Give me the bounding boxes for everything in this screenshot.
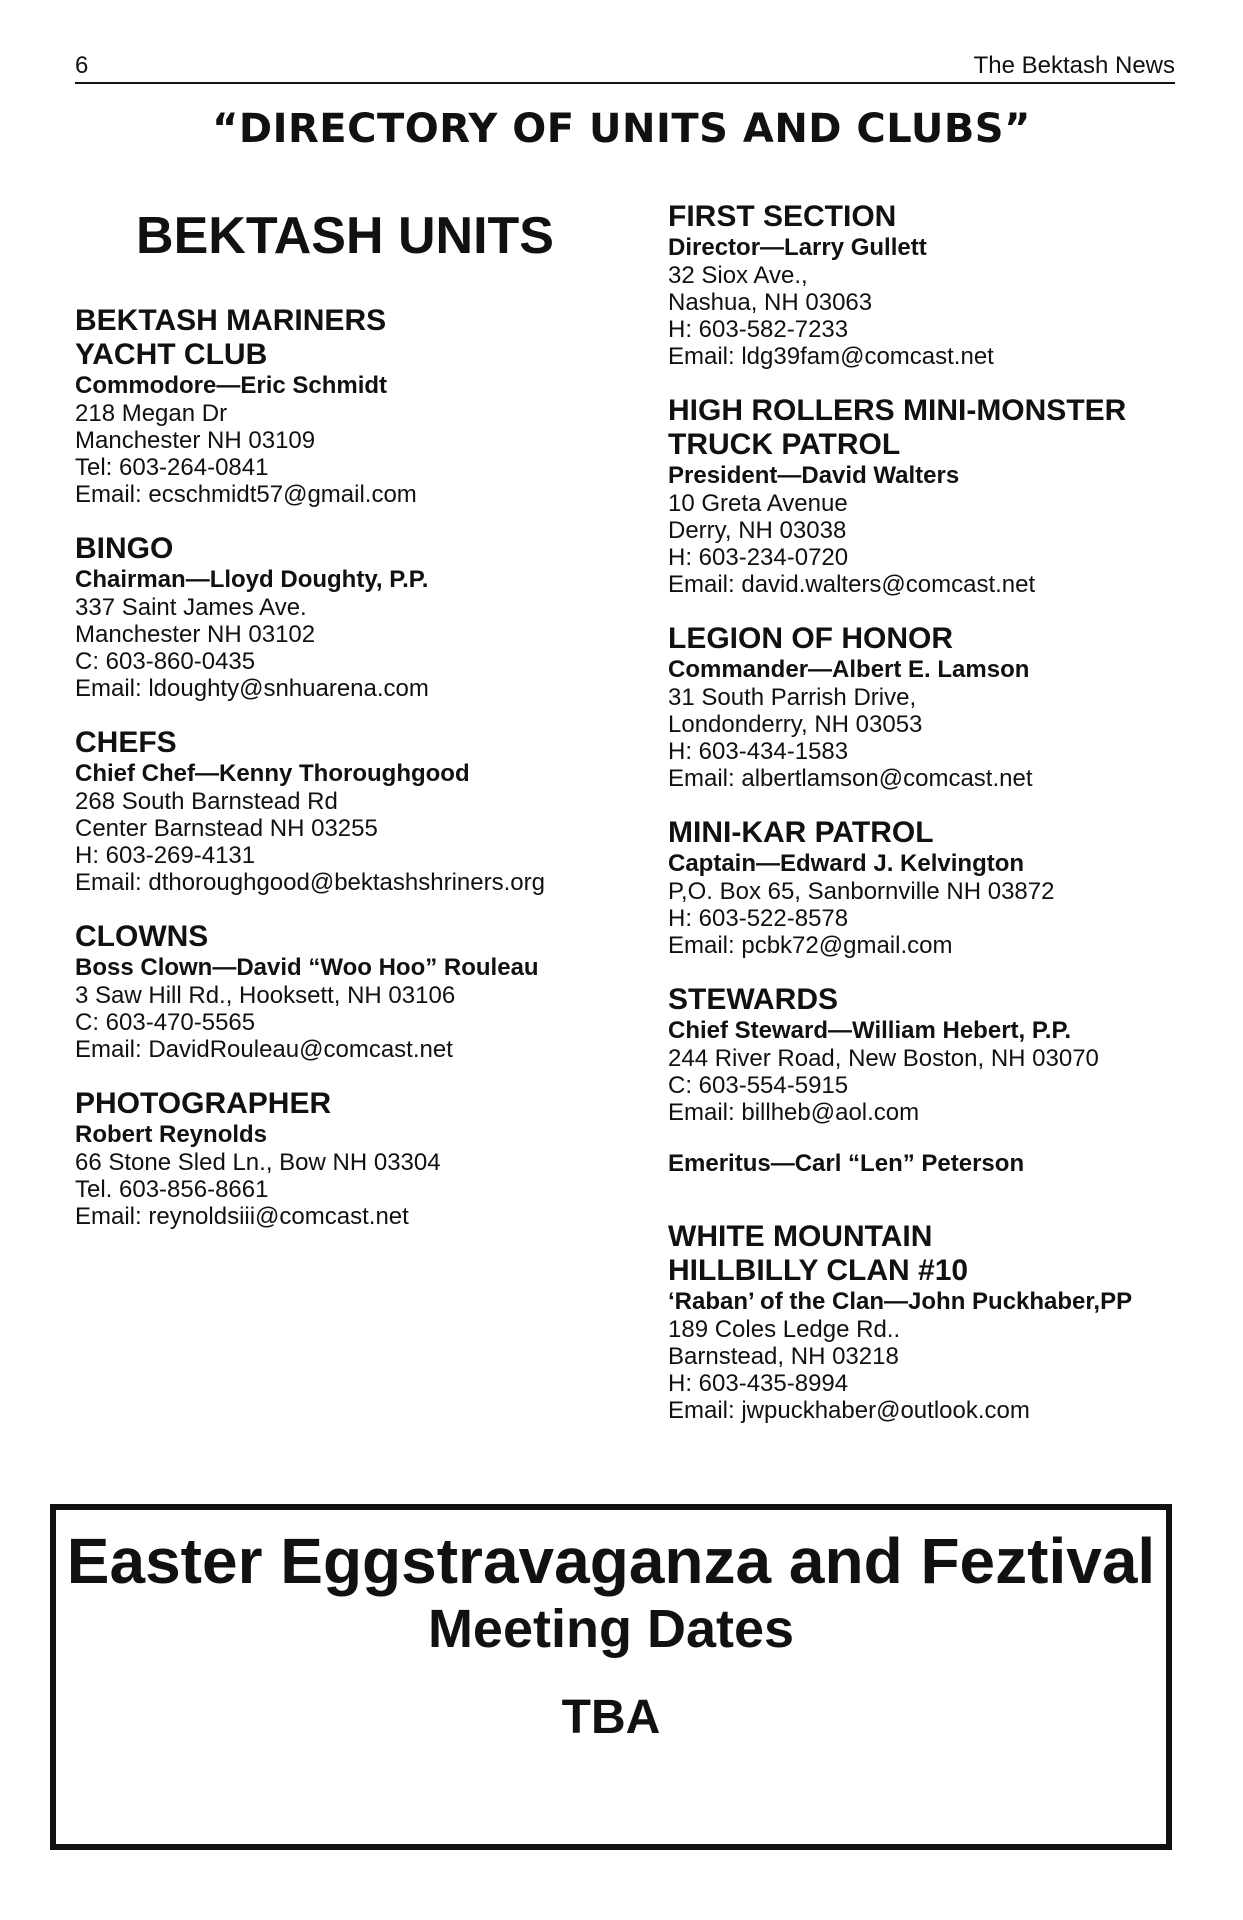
unit-contact-line: Manchester NH 03109 bbox=[75, 427, 316, 454]
unit-entry bbox=[75, 726, 595, 896]
unit-entry bbox=[75, 920, 595, 1063]
unit-officer: Commander—Albert E. Lamson bbox=[668, 656, 1030, 683]
unit-contact-line: Barnstead, NH 03218 bbox=[668, 1343, 899, 1370]
unit-name: CHEFS bbox=[75, 726, 177, 759]
unit-name: CLOWNS bbox=[75, 920, 209, 953]
unit-contact-line: 10 Greta Avenue bbox=[668, 490, 848, 517]
unit-contact-line: 189 Coles Ledge Rd.. bbox=[668, 1316, 901, 1343]
unit-officer: Chief Steward—William Hebert, P.P. bbox=[668, 1017, 1072, 1044]
event-subtitle: Meeting Dates bbox=[427, 1599, 795, 1659]
unit-contact-line: Tel. 603-856-8661 bbox=[75, 1176, 269, 1203]
unit-officer: Robert Reynolds bbox=[75, 1121, 268, 1148]
unit-contact-line: Email: pcbk72@gmail.com bbox=[668, 932, 953, 959]
unit-contact-line: H: 603-435-8994 bbox=[668, 1370, 849, 1397]
emeritus-line: Emeritus—Carl “Len” Peterson bbox=[668, 1150, 1025, 1177]
unit-contact-line: 31 South Parrish Drive, bbox=[668, 684, 917, 711]
unit-contact-line: Tel: 603-264-0841 bbox=[75, 454, 269, 481]
unit-officer: Commodore—Eric Schmidt bbox=[75, 372, 388, 399]
unit-entry bbox=[75, 532, 595, 702]
unit-name: MINI-KAR PATROL bbox=[668, 816, 934, 849]
unit-name: HIGH ROLLERS MINI-MONSTER bbox=[668, 394, 1127, 427]
unit-contact-line: H: 603-434-1583 bbox=[668, 738, 849, 765]
unit-contact-line: Email: reynoldsiii@comcast.net bbox=[75, 1203, 409, 1230]
unit-contact-line: Center Barnstead NH 03255 bbox=[75, 815, 378, 842]
unit-name: YACHT CLUB bbox=[75, 338, 268, 371]
unit-officer: Director—Larry Gullett bbox=[668, 234, 927, 261]
unit-contact-line: C: 603-470-5565 bbox=[75, 1009, 256, 1036]
unit-entry bbox=[668, 200, 1188, 370]
left-unit-list bbox=[75, 304, 595, 1230]
right-column bbox=[668, 200, 1188, 1448]
unit-entry bbox=[668, 622, 1188, 792]
page-number: 6 bbox=[75, 52, 89, 79]
unit-contact-line: Email: dthoroughgood@bektashshriners.org bbox=[75, 869, 545, 896]
unit-name: STEWARDS bbox=[668, 983, 839, 1016]
unit-contact-line: H: 603-582-7233 bbox=[668, 316, 849, 343]
unit-contact-line: Email: billheb@aol.com bbox=[668, 1099, 920, 1126]
unit-contact-line: P,O. Box 65, Sanbornville NH 03872 bbox=[668, 878, 1055, 905]
unit-contact-line: Londonderry, NH 03053 bbox=[668, 711, 923, 738]
publication-name: The Bektash News bbox=[973, 52, 1175, 79]
unit-contact-line: 3 Saw Hill Rd., Hooksett, NH 03106 bbox=[75, 982, 456, 1009]
unit-entry bbox=[75, 304, 595, 508]
unit-officer: President—David Walters bbox=[668, 462, 960, 489]
unit-contact-line: C: 603-860-0435 bbox=[75, 648, 256, 675]
unit-officer: Boss Clown—David “Woo Hoo” Rouleau bbox=[75, 954, 539, 981]
unit-contact-line: 66 Stone Sled Ln., Bow NH 03304 bbox=[75, 1149, 441, 1176]
unit-contact-line: H: 603-269-4131 bbox=[75, 842, 256, 869]
unit-entry bbox=[668, 983, 1188, 1126]
unit-name: LEGION OF HONOR bbox=[668, 622, 953, 655]
unit-contact-line: Derry, NH 03038 bbox=[668, 517, 847, 544]
unit-contact-line: 244 River Road, New Boston, NH 03070 bbox=[668, 1045, 1099, 1072]
unit-contact-line: Email: albertlamson@comcast.net bbox=[668, 765, 1033, 792]
unit-name: HILLBILLY CLAN #10 bbox=[668, 1254, 969, 1287]
unit-contact-line: Email: DavidRouleau@comcast.net bbox=[75, 1036, 453, 1063]
unit-entry bbox=[668, 394, 1188, 598]
unit-contact-line: 32 Siox Ave., bbox=[668, 262, 808, 289]
right-unit-list-tail bbox=[668, 1220, 1188, 1424]
unit-contact-line: Email: david.walters@comcast.net bbox=[668, 571, 1036, 598]
unit-contact-line: 268 South Barnstead Rd bbox=[75, 788, 338, 815]
unit-officer: Chief Chef—Kenny Thoroughgood bbox=[75, 760, 470, 787]
right-unit-list bbox=[668, 200, 1188, 1126]
unit-contact-line: Email: jwpuckhaber@outlook.com bbox=[668, 1397, 1030, 1424]
unit-name: WHITE MOUNTAIN bbox=[668, 1220, 933, 1253]
page-title: “DIRECTORY OF UNITS AND CLUBS” bbox=[212, 106, 1031, 152]
unit-entry bbox=[668, 1220, 1188, 1424]
unit-contact-line: Email: ldg39fam@comcast.net bbox=[668, 343, 994, 370]
unit-contact-line: Manchester NH 03102 bbox=[75, 621, 316, 648]
unit-contact-line: 218 Megan Dr bbox=[75, 400, 228, 427]
unit-entry bbox=[75, 1087, 595, 1230]
event-title: Easter Eggstravaganza and Feztival bbox=[66, 1525, 1156, 1597]
units-heading: BEKTASH UNITS bbox=[136, 207, 554, 265]
page-header bbox=[75, 52, 1175, 84]
event-status: TBA bbox=[561, 1691, 661, 1744]
unit-name: FIRST SECTION bbox=[668, 200, 897, 233]
unit-name: TRUCK PATROL bbox=[668, 428, 901, 461]
unit-officer: Chairman—Lloyd Doughty, P.P. bbox=[75, 566, 429, 593]
unit-contact-line: C: 603-554-5915 bbox=[668, 1072, 849, 1099]
unit-name: BEKTASH MARINERS bbox=[75, 304, 387, 337]
unit-contact-line: Email: ldoughty@snhuarena.com bbox=[75, 675, 429, 702]
unit-contact-line: Email: ecschmidt57@gmail.com bbox=[75, 481, 417, 508]
unit-name: PHOTOGRAPHER bbox=[75, 1087, 332, 1120]
unit-officer: Captain—Edward J. Kelvington bbox=[668, 850, 1025, 877]
unit-contact-line: H: 603-522-8578 bbox=[668, 905, 849, 932]
left-column bbox=[75, 196, 595, 1254]
event-box bbox=[50, 1504, 1172, 1850]
unit-contact-line: 337 Saint James Ave. bbox=[75, 594, 307, 621]
unit-officer: ‘Raban’ of the Clan—John Puckhaber,PP bbox=[668, 1288, 1133, 1315]
unit-name: BINGO bbox=[75, 532, 174, 565]
unit-contact-line: Nashua, NH 03063 bbox=[668, 289, 873, 316]
unit-entry bbox=[668, 816, 1188, 959]
unit-contact-line: H: 603-234-0720 bbox=[668, 544, 849, 571]
